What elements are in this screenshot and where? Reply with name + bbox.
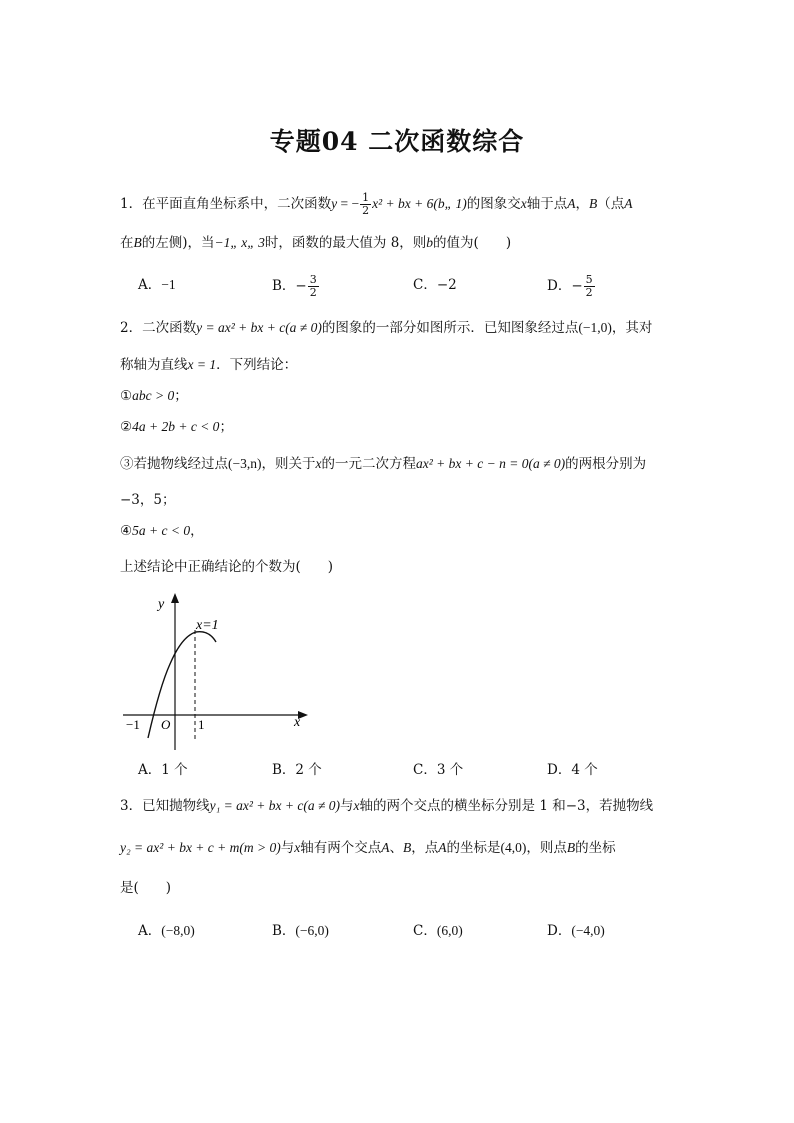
q2-c4: 5a + c < 0 <box>132 523 191 538</box>
q2-option-a-label: A． <box>138 762 162 778</box>
q3-text-a: 已知抛物线 <box>142 798 210 814</box>
q3-line2-d: 的坐标是 <box>446 840 501 856</box>
q3-coord: (4,0) <box>500 840 527 855</box>
q3-option-a-value: (−8,0) <box>161 923 195 938</box>
q1-option-b-den: 2 <box>309 286 317 299</box>
q1-text-b: 的图象交 <box>466 196 521 212</box>
q1-option-b-value: − <box>295 278 307 294</box>
q2-option-a <box>138 759 188 781</box>
q2-parabola-graph <box>118 590 318 755</box>
q3-option-c <box>413 920 463 942</box>
graph-y-label: y <box>158 597 165 612</box>
q3-option-b-value: (−6,0) <box>295 923 329 938</box>
q1-line2-b: 的左侧)，当 <box>141 235 215 251</box>
graph-y-arrow <box>171 593 179 603</box>
q1-func-eq: = − <box>337 196 360 211</box>
q2-conclusion-1 <box>120 386 188 406</box>
q2-option-c-label: C． <box>413 762 437 778</box>
q2-conclusion-2 <box>120 417 233 437</box>
q3-line2-e: ，则点 <box>526 840 567 856</box>
q3-pb: B <box>403 840 412 855</box>
q2-c2-mark: ② <box>120 419 133 435</box>
q1-text-d: ， <box>575 196 589 212</box>
q2-c3-mark: ③ <box>120 456 134 472</box>
q1-option-c-value: −2 <box>436 277 457 293</box>
q3-line2-b: 轴有两个交点 <box>300 840 382 856</box>
q2-c3-d: 的两根分别为 <box>565 456 647 472</box>
graph-neg-one-label: −1 <box>126 717 140 732</box>
q3-option-a <box>138 920 195 942</box>
q2-option-d-value: 4 个 <box>571 762 598 778</box>
q1-option-b-frac <box>308 274 319 299</box>
q2-option-b-value: 2 个 <box>295 762 322 778</box>
q1-func-rest: x² + bx + 6(b„ 1) <box>372 196 467 211</box>
q2-c4-mark: ④ <box>120 523 133 539</box>
q3-line2-a: 与 <box>280 840 295 856</box>
q1-option-d-label: D． <box>547 278 572 294</box>
q2-number: 2． <box>120 320 143 336</box>
q2-option-b <box>272 759 322 781</box>
q3-line1 <box>120 796 653 816</box>
q1-text-c: 轴于点 <box>526 196 568 212</box>
q1-option-d-frac <box>584 274 595 299</box>
q2-text-a: 二次函数 <box>142 320 197 336</box>
q2-func: y = ax² + bx + c(a ≠ 0) <box>196 320 322 335</box>
q3-y2: y₂ = ax² + bx + c + m(m > 0) <box>120 840 281 855</box>
q2-c3-b: ，则关于 <box>261 456 316 472</box>
q2-option-b-label: B． <box>272 762 296 778</box>
q3-option-b <box>272 920 329 942</box>
q1-option-b-num: 3 <box>309 273 317 286</box>
q2-c1-mark: ① <box>120 388 133 404</box>
q1-text-e: （点 <box>597 196 625 212</box>
graph-one-label: 1 <box>198 717 205 732</box>
q2-c3-point: (−3,n) <box>228 456 262 471</box>
q1-option-d-value: − <box>571 278 583 294</box>
q1-option-b-label: B． <box>272 278 296 294</box>
q2-line2-a: 称轴为直线 <box>120 357 188 373</box>
q3-option-d-value: (−4,0) <box>571 923 605 938</box>
q2-option-c-value: 3 个 <box>436 762 464 778</box>
q1-line2-b-var: B <box>133 235 142 250</box>
q1-option-a-label: A． <box>138 277 162 293</box>
q2-option-d <box>547 759 598 781</box>
graph-origin-label: O <box>161 717 171 732</box>
graph-axis-label: x=1 <box>196 618 219 633</box>
q3-number: 3． <box>120 798 143 814</box>
q1-line2 <box>120 233 511 253</box>
q3-pa: A <box>381 840 390 855</box>
q1-option-d-num: 5 <box>585 273 593 286</box>
q3-sep: 、 <box>389 840 403 856</box>
q1-var-x: x <box>520 196 527 211</box>
q1-option-a-value: −1 <box>161 277 176 292</box>
q1-frac-den: 2 <box>362 204 370 217</box>
q3-option-b-label: B． <box>272 923 296 939</box>
q2-c1-end: ； <box>174 388 188 404</box>
q1-line2-a: 在 <box>120 235 134 251</box>
q2-option-c <box>413 759 463 781</box>
q1-line1 <box>120 192 632 217</box>
q2-ask: 上述结论中正确结论的个数为( ) <box>120 559 334 575</box>
q2-c1: abc > 0 <box>132 388 175 403</box>
q3-line2 <box>120 838 616 858</box>
q2-c3-c: 的一元二次方程 <box>321 456 416 472</box>
q3-text-c: 轴的两个交点的横坐标分别是 1 和−3，若抛物线 <box>359 798 654 814</box>
q1-line2-c: 时，函数的最大值为 8，则 <box>264 235 427 251</box>
q1-option-c-label: C． <box>413 277 437 293</box>
q1-option-b <box>272 274 320 299</box>
q2-conclusion-3-line2: −3，5； <box>120 492 176 508</box>
q1-option-d <box>547 274 596 299</box>
q1-line2-d: 的值为( ) <box>433 235 512 251</box>
q2-option-a-value: 1 个 <box>161 762 188 778</box>
q1-point-a: A <box>567 196 576 211</box>
q2-text-c: ，其对 <box>611 320 653 336</box>
q1-frac-num: 1 <box>362 191 370 204</box>
q3-option-d-label: D． <box>547 923 572 939</box>
q3-line2-c: ，点 <box>411 840 439 856</box>
q3-pb2: B <box>566 840 576 855</box>
q3-y1: y₁ = ax² + bx + c(a ≠ 0) <box>209 798 341 813</box>
q3-text-b: 与 <box>340 798 354 814</box>
q2-line1 <box>120 318 652 338</box>
q2-c2: 4a + 2b + c < 0 <box>132 419 220 434</box>
q2-option-d-label: D． <box>547 762 572 778</box>
q1-line2-var: b <box>426 235 434 250</box>
q2-c4-end: ， <box>190 523 204 539</box>
q2-c3-eq: ax² + bx + c − n = 0(a ≠ 0) <box>415 456 566 471</box>
q3-option-c-value: (6,0) <box>436 923 463 938</box>
q3-option-c-label: C． <box>413 923 437 939</box>
q2-c3-a: 若抛物线经过点 <box>133 456 228 472</box>
q2-conclusion-4 <box>120 521 204 541</box>
q1-option-c <box>413 274 457 296</box>
q2-axis: x = 1 <box>187 357 217 372</box>
q3-option-d <box>547 920 605 942</box>
q2-c3-var: x <box>315 456 322 471</box>
q3-line2-var: x <box>294 840 301 855</box>
q3-option-a-label: A． <box>138 923 162 939</box>
q3-pa2: A <box>438 840 447 855</box>
q1-point-a2: A <box>624 196 633 211</box>
page-title: 专题04 二次函数综合 <box>269 127 525 156</box>
q3-line2-f: 的坐标 <box>575 840 616 856</box>
q1-fraction <box>360 192 371 217</box>
q1-option-a <box>138 274 176 296</box>
q1-number: 1． <box>120 196 143 212</box>
q1-text-a: 在平面直角坐标系中，二次函数 <box>142 196 332 212</box>
q2-conclusion-3 <box>120 454 646 474</box>
q3-line3: 是( ) <box>120 880 172 896</box>
graph-parabola <box>148 632 216 738</box>
q2-text-b: 的图象的一部分如图所示．已知图象经过点 <box>321 320 579 336</box>
graph-x-label: x <box>294 715 301 730</box>
q1-func-y: y <box>331 196 338 211</box>
q2-point: (−1,0) <box>578 320 612 335</box>
q2-line2-b: ．下列结论： <box>216 357 298 373</box>
q2-line2 <box>120 355 297 375</box>
q1-point-b: B <box>588 196 598 211</box>
q1-line2-cond: −1„ x„ 3 <box>214 235 265 250</box>
q3-var-x: x <box>353 798 360 813</box>
q2-c2-end: ； <box>219 419 233 435</box>
q1-option-d-den: 2 <box>585 286 593 299</box>
